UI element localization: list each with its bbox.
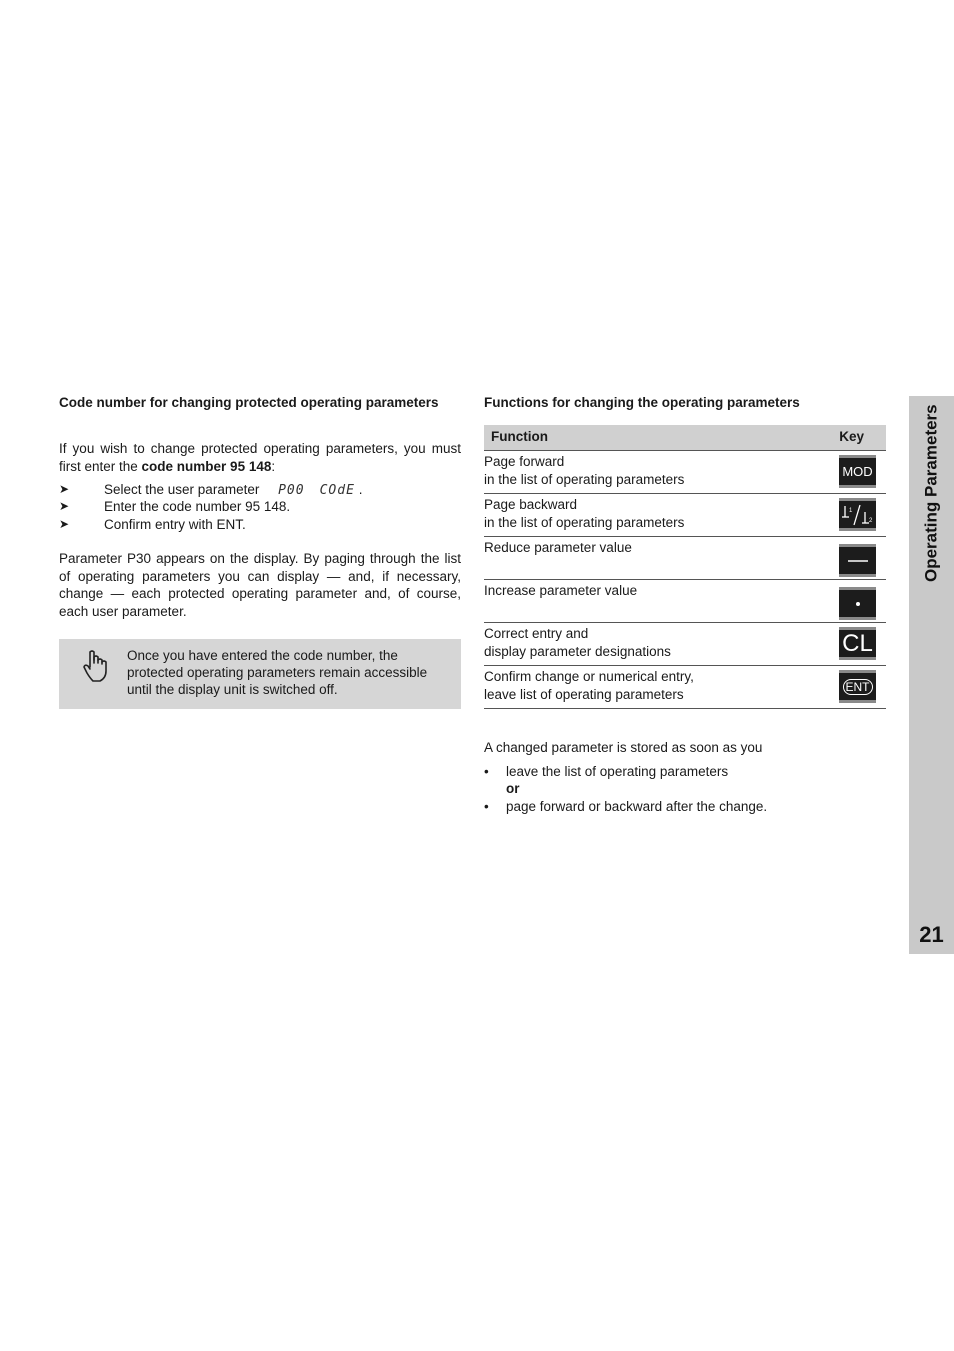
table-row — [484, 494, 886, 537]
header-function: Function — [491, 429, 548, 444]
section-heading-functions: Functions for changing the operating parameters — [484, 395, 800, 410]
note-box — [59, 639, 461, 709]
step-arrow-icon: ➤ — [59, 482, 70, 496]
step-text: Select the user parameter P00 COdE . — [104, 482, 363, 498]
intro-paragraph — [59, 440, 461, 475]
cl-key-icon: CL — [839, 627, 876, 660]
mod-key-icon: MOD — [839, 455, 876, 488]
page-number: 21 — [919, 922, 944, 947]
intro-end: : — [271, 458, 276, 474]
function-description: Reduce parameter value — [484, 540, 632, 555]
section-heading-code-number: Code number for changing protected operating parameters — [59, 395, 439, 410]
pointing-hand-icon — [81, 648, 109, 684]
functions-table — [484, 425, 886, 709]
bullet-icon: • — [484, 764, 489, 779]
stored-intro: A changed parameter is stored as soon as you — [484, 740, 763, 755]
step-arrow-icon: ➤ — [59, 517, 70, 531]
or-conjunction: or — [506, 781, 520, 796]
ent-key-icon: ENT — [839, 670, 876, 703]
function-description: Page backward in the list of operating parameters — [484, 497, 685, 530]
axis-toggle-key-icon — [839, 498, 876, 531]
paging-paragraph: Parameter P30 appears on the display. By paging through the list of operating parameters you can display — and, if necessary, change — each protected operating parameter and, of course, each user parameter. — [59, 551, 461, 619]
note-text: Once you have entered the code number, the protected operating parameters remain accessible until the display unit is switched off. — [127, 648, 428, 697]
lcd-param-code: COdE — [319, 483, 355, 498]
list-item-text: page forward or backward after the change. — [506, 799, 768, 814]
table-row — [484, 580, 886, 623]
svg-text:2: 2 — [869, 517, 873, 524]
step-arrow-icon: ➤ — [59, 499, 70, 513]
function-description: Increase parameter value — [484, 583, 638, 598]
decimal-point-key-icon — [839, 587, 876, 620]
bullet-icon: • — [484, 799, 489, 814]
header-key: Key — [839, 429, 864, 444]
function-description: Confirm change or numerical entry, leave list of operating parameters — [484, 669, 694, 702]
function-description: Page forward in the list of operating parameters — [484, 454, 685, 487]
svg-text:1: 1 — [849, 507, 853, 514]
table-row — [484, 623, 886, 666]
table-row — [484, 537, 886, 580]
chapter-title: Operating Parameters — [921, 404, 941, 582]
step-text: Confirm entry with ENT. — [104, 517, 246, 532]
lcd-param-number: P00 — [278, 483, 305, 498]
function-description: Correct entry and display parameter designations — [484, 626, 671, 659]
table-header — [484, 425, 886, 451]
list-item-text: leave the list of operating parameters — [506, 764, 729, 779]
minus-key-icon — [839, 544, 876, 577]
table-row — [484, 451, 886, 494]
table-row — [484, 666, 886, 709]
intro-code-number: code number 95 148 — [141, 458, 272, 474]
intro-text: If you wish to change protected operating parameters, you must first enter the — [59, 441, 461, 474]
chapter-side-tab — [909, 396, 954, 954]
step-text: Enter the code number 95 148. — [104, 499, 291, 514]
